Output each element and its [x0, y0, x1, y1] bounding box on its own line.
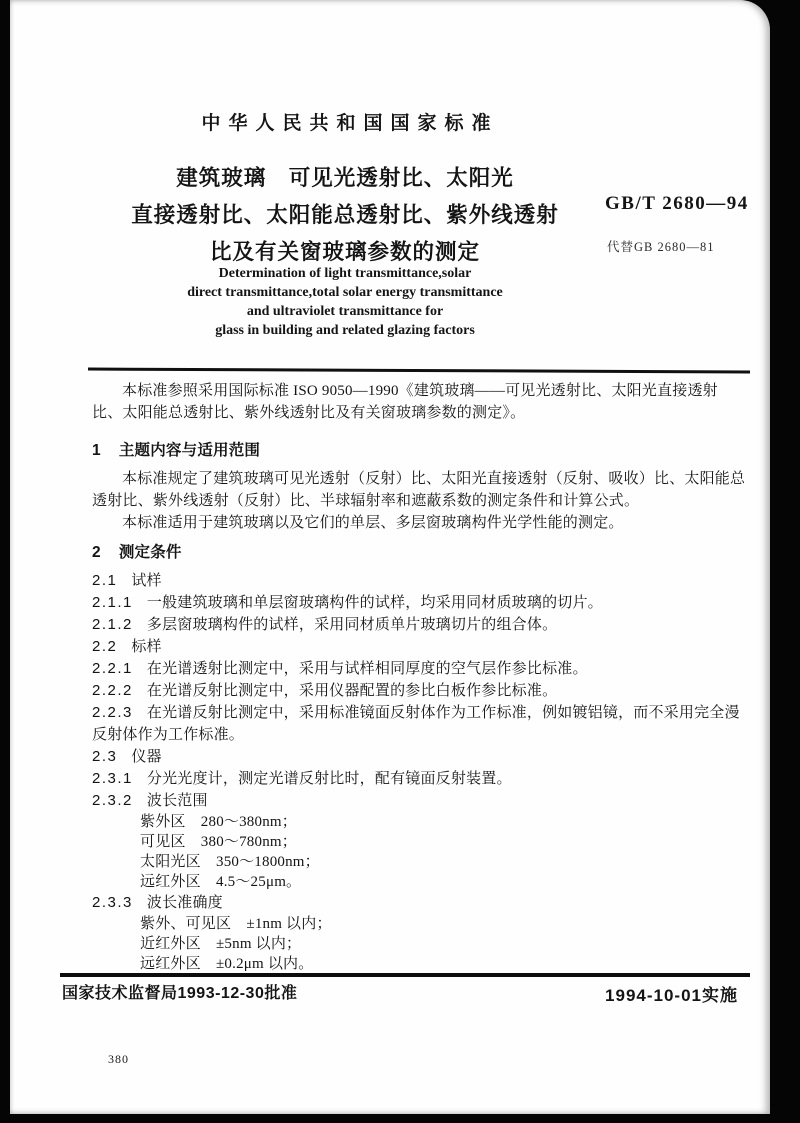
clause-number: 2.2	[92, 638, 118, 655]
national-standard-label: 中华人民共和国国家标准	[201, 113, 499, 134]
document-body	[92, 380, 747, 974]
clause-2-2	[92, 636, 747, 658]
wavelength-range-item: 远红外区 4.5～25μm。	[140, 874, 302, 890]
approval-note: 国家技术监督局1993-12-30批准	[62, 985, 298, 1002]
clause-2-3-2	[92, 790, 747, 812]
clause-number: 2.3	[92, 748, 118, 765]
section-2-title: 测定条件	[118, 544, 182, 561]
clause-number: 2.2.1	[92, 660, 133, 677]
clause-2-2-1	[92, 658, 747, 680]
clause-2-1-2	[92, 614, 747, 636]
clause-2-1	[92, 570, 747, 592]
clause-text: 试样	[131, 573, 162, 589]
wavelength-accuracy-item: 近红外区 ±5nm 以内；	[140, 936, 302, 952]
standard-title-en	[85, 264, 605, 340]
clause-text: 仪器	[131, 749, 162, 765]
clause-2-3	[92, 746, 747, 768]
clause-text: 在光谱反射比测定中，采用标准镜面反射体作为工作标准，例如镀铝镜，而不采用完全漫反射体作为工作标准。	[92, 705, 740, 743]
clause-number: 2.3.1	[92, 770, 133, 787]
clause-number: 2.3.2	[92, 792, 133, 809]
clause-2-2-2	[92, 680, 747, 702]
clause-text: 分光光度计，测定光谱反射比时，配有镜面反射装置。	[146, 771, 512, 787]
section-1-paragraph-1: 本标准规定了建筑玻璃可见光透射（反射）比、太阳光直接透射（反射、吸收）比、太阳能总透射比、紫外线透射（反射）比、半球辐射率和遮蔽系数的测定条件和计算公式。	[92, 471, 746, 509]
page-number: 380	[108, 1052, 129, 1066]
clause-text: 在光谱反射比测定中，采用仪器配置的参比白板作参比标准。	[146, 683, 558, 699]
document-page	[10, 0, 770, 1114]
clause-text: 标样	[131, 639, 162, 655]
standard-number: GB/T 2680—94	[605, 193, 749, 214]
title-line-3: 比及有关窗玻璃参数的测定	[209, 240, 480, 264]
top-divider	[88, 368, 750, 374]
wavelength-range-item: 紫外区 280～380nm；	[140, 814, 297, 830]
clause-text: 多层窗玻璃构件的试样，采用同材质单片玻璃切片的组合体。	[146, 617, 558, 633]
clause-number: 2.1	[92, 572, 118, 589]
section-1-title: 主题内容与适用范围	[118, 442, 261, 459]
clause-number: 2.2.3	[92, 704, 133, 721]
standard-title-cn	[85, 160, 605, 271]
bottom-divider	[60, 973, 750, 977]
en-title-line-4: glass in building and related glazing factors	[215, 323, 475, 338]
clause-number: 2.1.1	[92, 594, 133, 611]
title-line-1: 建筑玻璃 可见光透射比、太阳光	[176, 166, 514, 190]
section-1-heading	[92, 440, 747, 462]
clause-text: 波长范围	[146, 793, 208, 809]
section-1-number: 1	[92, 442, 101, 459]
clause-text: 波长准确度	[146, 895, 223, 911]
en-title-line-1: Determination of light transmittance,solar	[218, 266, 472, 281]
title-line-2: 直接透射比、太阳能总透射比、紫外线透射	[131, 203, 559, 227]
clause-number: 2.2.2	[92, 682, 133, 699]
en-title-line-3: and ultraviolet transmittance for	[246, 304, 444, 319]
wavelength-accuracy-item: 远红外区 ±0.2μm 以内。	[140, 956, 314, 972]
clause-2-3-3	[92, 892, 747, 914]
wavelength-range-item: 可见区 380～780nm；	[140, 834, 297, 850]
clause-2-2-3	[92, 702, 747, 746]
wavelength-range-item: 太阳光区 350～1800nm；	[140, 854, 320, 870]
en-title-line-2: direct transmittance,total solar energy transmittance	[187, 285, 503, 300]
clause-text: 一般建筑玻璃和单层窗玻璃构件的试样，均采用同材质玻璃的切片。	[146, 595, 603, 611]
section-1-paragraph-2: 本标准适用于建筑玻璃以及它们的单层、多层窗玻璃构件光学性能的测定。	[122, 515, 624, 531]
clause-2-3-1	[92, 768, 747, 790]
wavelength-accuracy-item: 紫外、可见区 ±1nm 以内；	[140, 916, 332, 932]
clause-number: 2.3.3	[92, 894, 133, 911]
clause-number: 2.1.2	[92, 616, 133, 633]
section-2-number: 2	[92, 544, 101, 561]
intro-paragraph: 本标准参照采用国际标准 ISO 9050—1990《建筑玻璃——可见光透射比、太阳光直接透射比、太阳能总透射比、紫外线透射比及有关窗玻璃参数的测定》。	[92, 383, 718, 421]
superseded-standard-note: 代替GB 2680—81	[607, 240, 715, 254]
clause-text: 在光谱透射比测定中，采用与试样相同厚度的空气层作参比标准。	[146, 661, 588, 677]
clause-2-1-1	[92, 592, 747, 614]
implementation-note: 1994-10-01实施	[605, 986, 738, 1005]
section-2-heading	[92, 542, 747, 564]
